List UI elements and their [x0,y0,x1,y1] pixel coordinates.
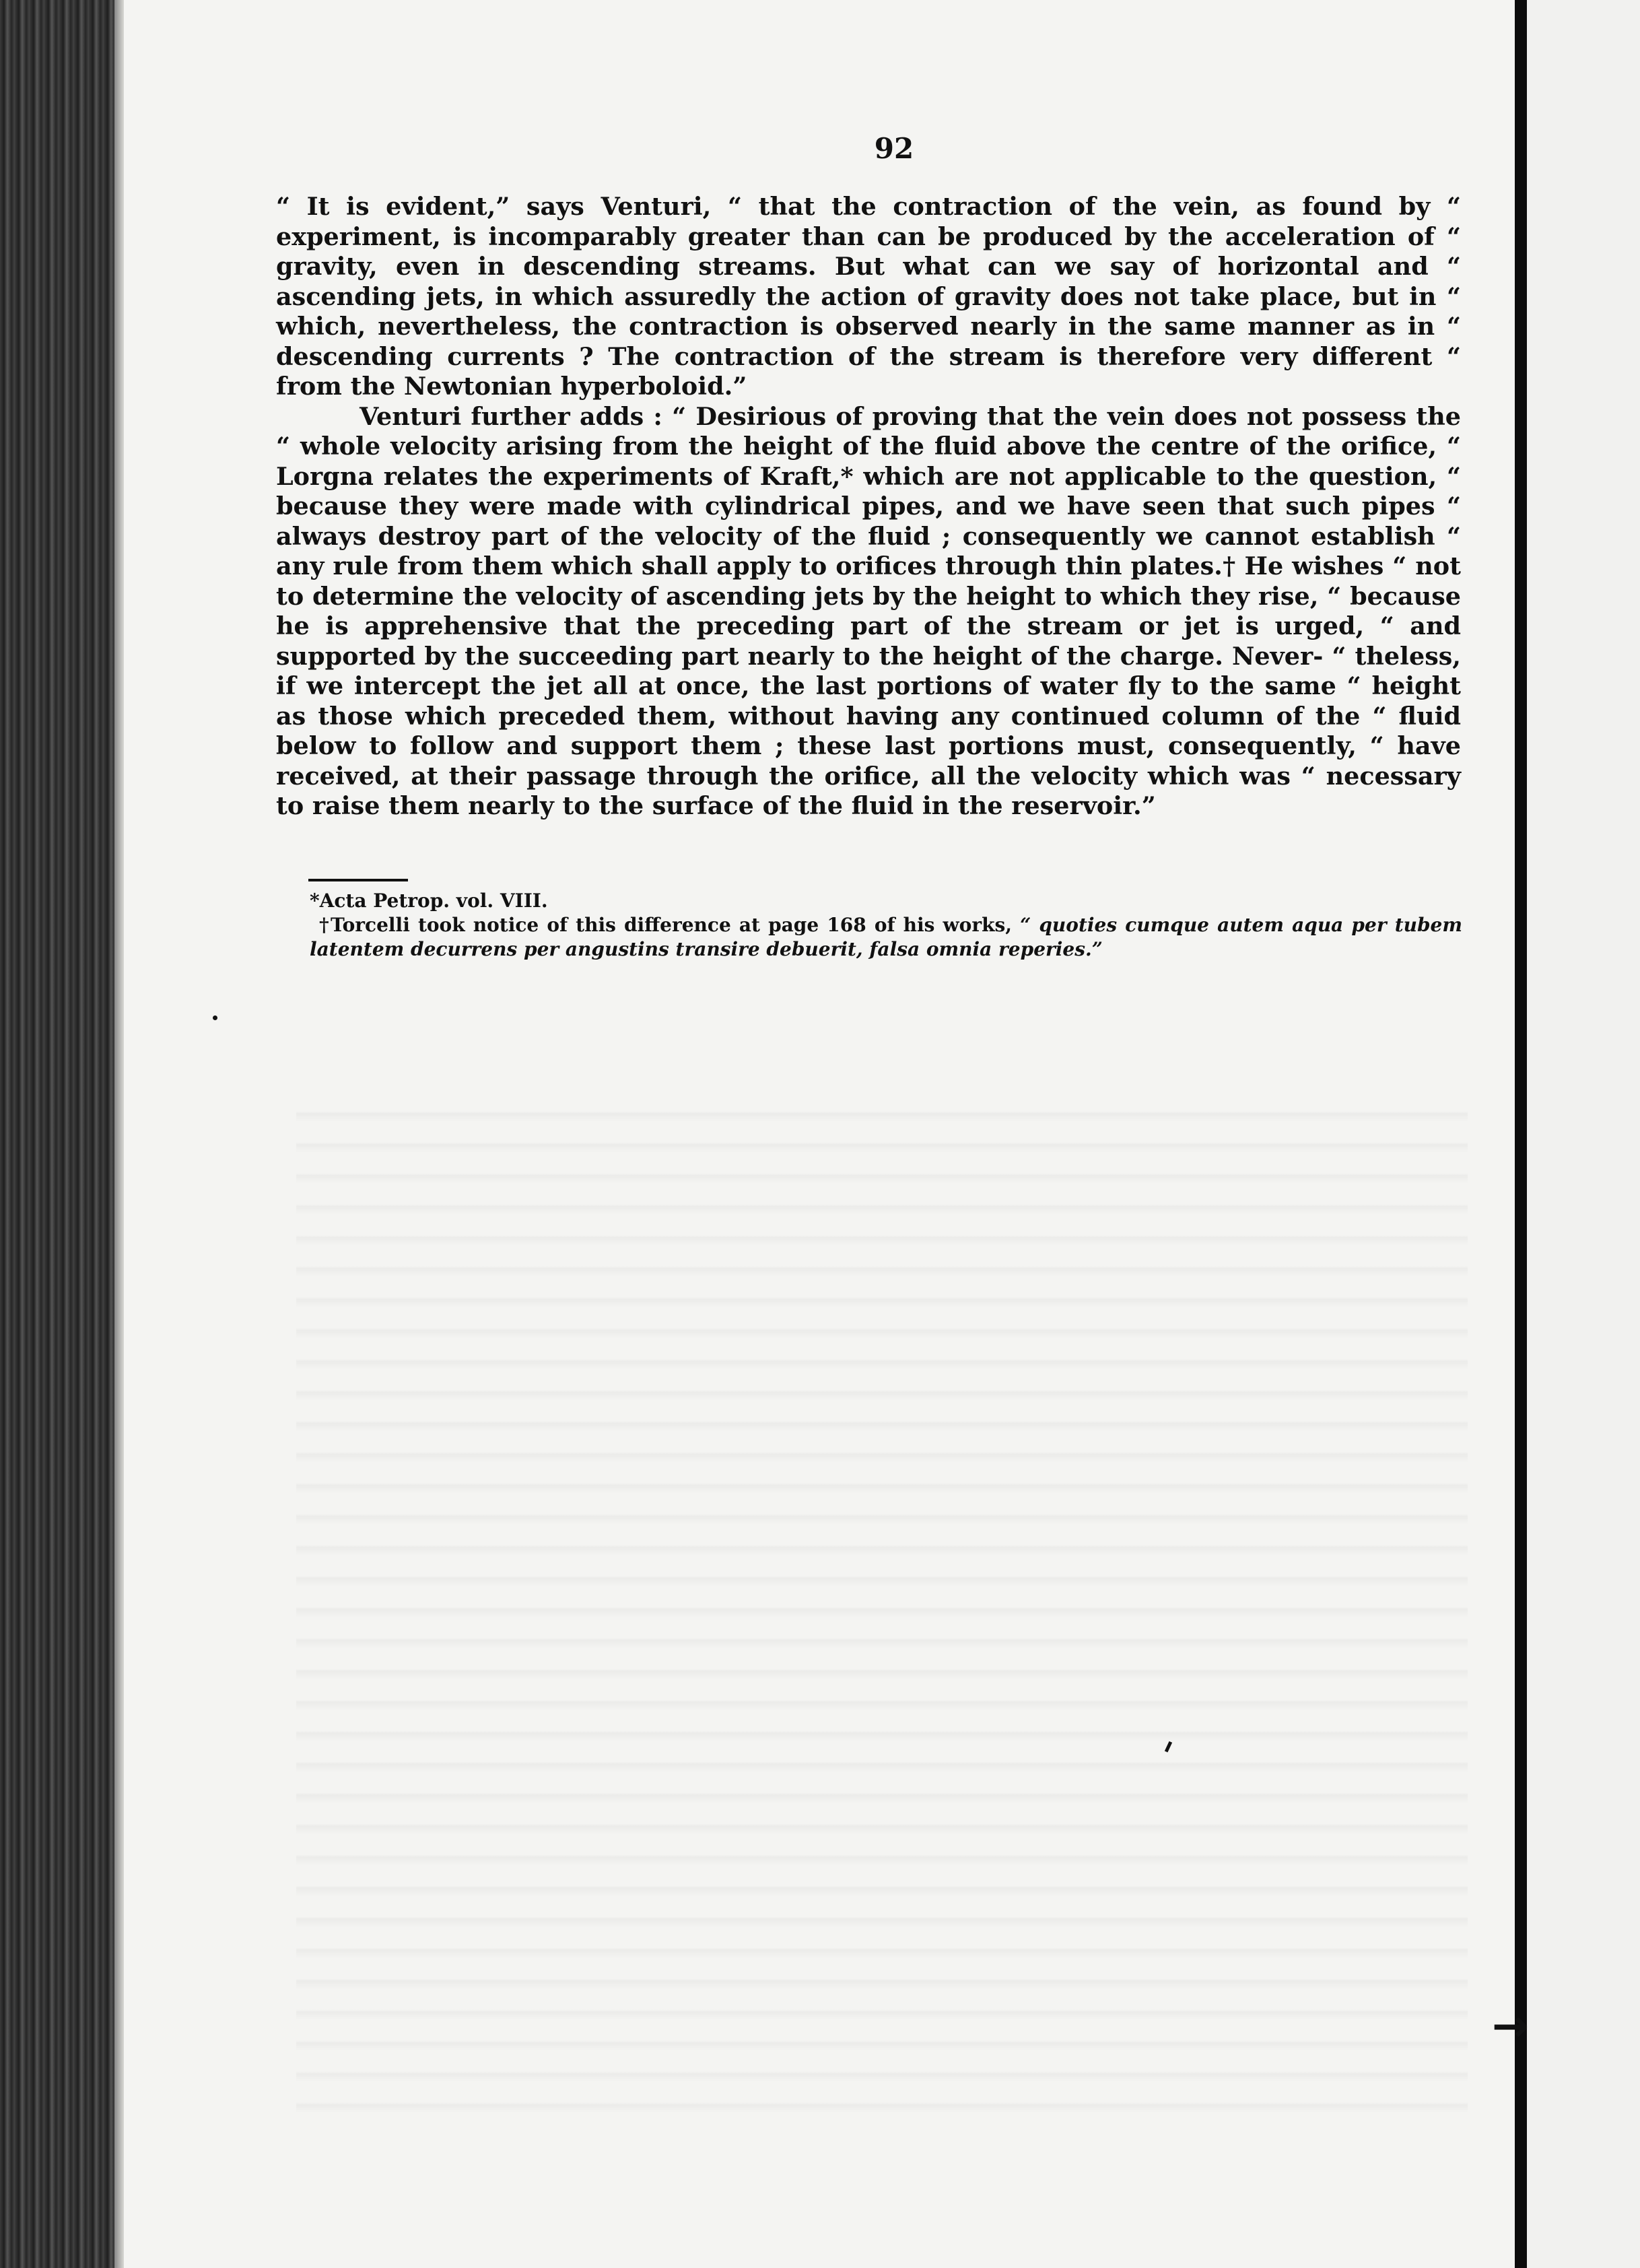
ink-speck [213,1015,217,1020]
margin-arrow-mark: → [1492,2000,1530,2052]
footnote-torcelli [310,913,1462,962]
footnote-latin-quote: “ quoties cumque autem aqua per tubem latentem decurrens per angustins transire debuerit, falsa omnia reperies.” [310,914,1463,960]
paragraph-venturi-adds: Venturi further adds : “ Desirious of proving that the vein does not possess the “ whole velocity arising from the height of the fluid above the centre of the orifice, “ Lorgna relates the experiments of Kraft,* which are not applicable to the question, “ because they were made with cylindrical pipes, and we have seen that such pipes “ always destroy part of the velocity of the fluid ; consequently we cannot establish “ any rule from them which shall apply to orifices through thin plates.† He wishes “ not to determine the velocity of ascending jets by the height to which they rise, “ because he is apprehensive that the preceding part of the stream or jet is urged, “ and supported by the succeeding part nearly to the height of the charge. Never- “ theless, if we intercept the jet all at once, the last portions of water fly to the same “ height as those which preceded them, without having any continued column of the “ fluid below to follow and support them ; these last portions must, consequently, “ have received, at their passage through the orifice, all the velocity which was “ necessary to raise them nearly to the surface of the fluid in the reservoir.” [276,401,1461,820]
footnote-acta: *Acta Petrop. vol. VIII. [310,890,548,912]
footnote-torcelli-lead: †Torcelli took notice of this difference at page 168 of his works, [319,914,1012,936]
page-edge-border [1515,0,1527,2268]
book-binding [0,0,114,2268]
adjacent-page-margin [1527,0,1640,2268]
binding-edge [114,0,124,2268]
main-text [276,192,1461,822]
paragraph-venturi-quote: “ It is evident,” says Venturi, “ that the contraction of the vein, as found by “ experiment, is incomparably greater than can be produced by the acceleration of “ gravity, even in descending streams. But what can we say of horizontal and “ ascending jets, in which assuredly the action of gravity does not take place, but in “ which, nevertheless, the contraction is observed nearly in the same manner as in “ descending currents ? The contraction of the stream is therefore very different “ from the Newtonian hyperboloid.” [276,192,1461,401]
show-through-text [296,1091,1468,2114]
footnote-rule [308,879,408,881]
footnotes [310,889,1462,962]
page-number: 92 [874,132,914,165]
